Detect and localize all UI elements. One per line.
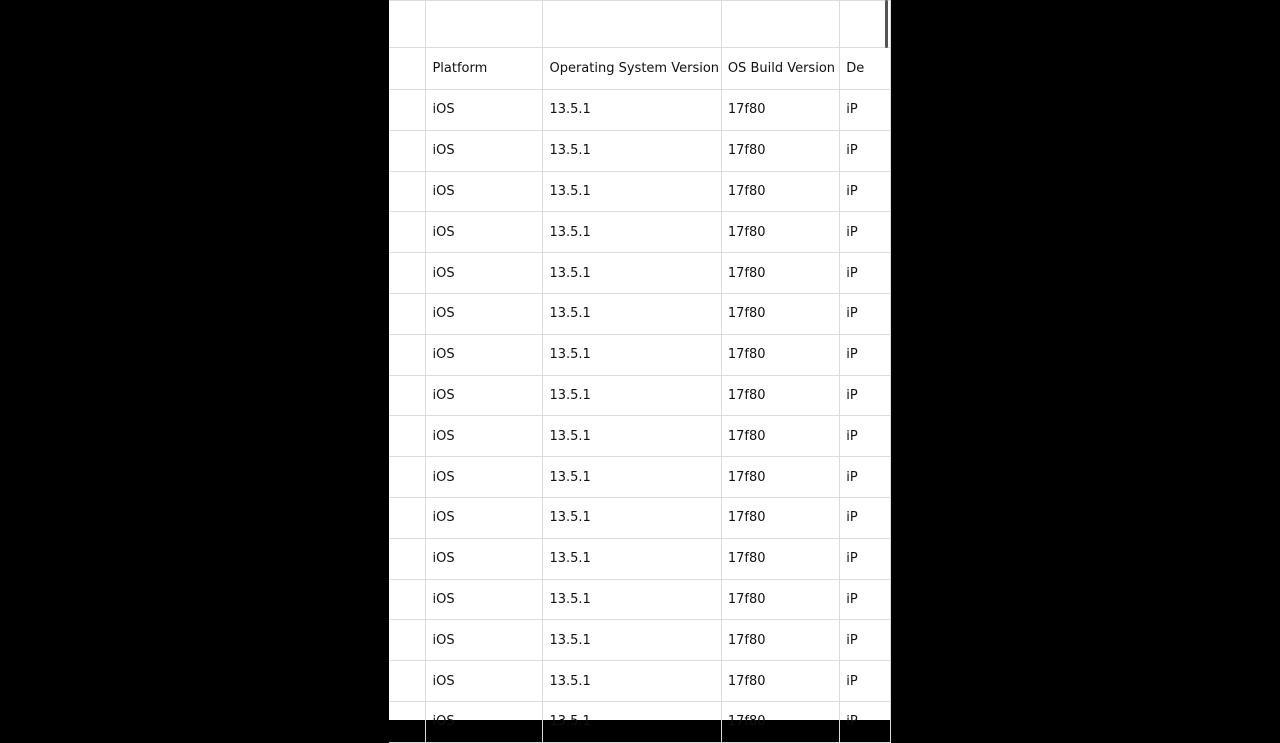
table-cell[interactable]: 13.5.1 [543, 701, 721, 742]
table-cell[interactable]: iP [840, 171, 891, 212]
table-cell[interactable]: iP [840, 334, 891, 375]
table-row [389, 620, 891, 661]
table-cell[interactable] [389, 253, 426, 294]
table-cell[interactable]: 13.5.1 [543, 538, 721, 579]
table-cell[interactable]: 13.5.1 [543, 130, 721, 171]
table-cell[interactable]: iP [840, 661, 891, 702]
table-row [389, 90, 891, 131]
table-row [389, 334, 891, 375]
table-row [389, 416, 891, 457]
table-cell[interactable]: 17f80 [721, 90, 839, 131]
table-cell[interactable]: iP [840, 375, 891, 416]
table-cell[interactable]: 17f80 [721, 334, 839, 375]
table-cell[interactable]: 17f80 [721, 457, 839, 498]
table-cell[interactable]: 17f80 [721, 212, 839, 253]
table-cell[interactable]: iP [840, 497, 891, 538]
table-cell[interactable]: 17f80 [721, 579, 839, 620]
table-cell[interactable]: iP [840, 293, 891, 334]
table-cell[interactable]: iP [840, 212, 891, 253]
table-cell[interactable]: 13.5.1 [543, 457, 721, 498]
table-cell[interactable]: iP [840, 457, 891, 498]
header-cell[interactable]: OS Build Version [721, 48, 839, 90]
empty-cell[interactable] [721, 1, 839, 48]
table-cell[interactable]: 13.5.1 [543, 90, 721, 131]
table-cell[interactable]: iP [840, 620, 891, 661]
table-cell[interactable] [389, 293, 426, 334]
table-row [389, 538, 891, 579]
header-cell[interactable]: Operating System Version [543, 48, 721, 90]
table-cell[interactable]: 13.5.1 [543, 171, 721, 212]
table-cell[interactable]: 13.5.1 [543, 497, 721, 538]
table-cell[interactable]: iOS [426, 416, 543, 457]
table-cell[interactable]: iOS [426, 171, 543, 212]
table-cell[interactable]: iOS [426, 701, 543, 742]
table-cell[interactable]: 17f80 [721, 375, 839, 416]
table-cell[interactable]: iOS [426, 253, 543, 294]
table-cell[interactable]: 17f80 [721, 253, 839, 294]
blank-row [389, 1, 891, 48]
table-cell[interactable]: iOS [426, 375, 543, 416]
table-row [389, 130, 891, 171]
table-row [389, 253, 891, 294]
table-row [389, 701, 891, 742]
data-table [389, 0, 891, 743]
table-row [389, 457, 891, 498]
table-cell[interactable] [389, 212, 426, 253]
empty-cell[interactable] [389, 1, 426, 48]
table-cell[interactable]: iOS [426, 620, 543, 661]
header-row [389, 48, 891, 90]
table-cell[interactable]: 17f80 [721, 538, 839, 579]
table-cell[interactable]: 13.5.1 [543, 293, 721, 334]
header-cell[interactable]: De [840, 48, 891, 90]
table-cell[interactable]: 13.5.1 [543, 416, 721, 457]
table-cell[interactable]: 13.5.1 [543, 375, 721, 416]
table-cell[interactable]: iOS [426, 579, 543, 620]
table-cell[interactable]: iOS [426, 497, 543, 538]
table-cell[interactable]: iP [840, 253, 891, 294]
table-cell[interactable] [389, 334, 426, 375]
table-cell[interactable] [389, 661, 426, 702]
table-row [389, 579, 891, 620]
table-cell[interactable]: iP [840, 538, 891, 579]
table-cell[interactable]: iP [840, 416, 891, 457]
table-cell[interactable]: 13.5.1 [543, 661, 721, 702]
table-cell[interactable]: iOS [426, 130, 543, 171]
table-cell[interactable] [389, 457, 426, 498]
table-cell[interactable] [389, 416, 426, 457]
table-cell[interactable] [389, 497, 426, 538]
table-cell[interactable]: 17f80 [721, 497, 839, 538]
table-cell[interactable]: 13.5.1 [543, 620, 721, 661]
table-cell[interactable]: iP [840, 579, 891, 620]
table-cell[interactable] [389, 620, 426, 661]
table-cell[interactable] [389, 375, 426, 416]
table-cell[interactable]: 17f80 [721, 171, 839, 212]
table-row [389, 171, 891, 212]
table-cell[interactable]: iOS [426, 457, 543, 498]
table-cell[interactable] [389, 579, 426, 620]
table-cell[interactable]: 17f80 [721, 416, 839, 457]
table-cell[interactable]: 13.5.1 [543, 334, 721, 375]
table-cell[interactable]: iOS [426, 90, 543, 131]
table-row [389, 661, 891, 702]
header-cell[interactable] [389, 48, 426, 90]
spreadsheet-viewport [389, 0, 891, 730]
table-cell[interactable]: 17f80 [721, 620, 839, 661]
table-row [389, 293, 891, 334]
table-cell[interactable]: iOS [426, 538, 543, 579]
empty-cell[interactable] [426, 1, 543, 48]
vertical-scrollbar[interactable] [885, 0, 888, 48]
table-cell[interactable]: 17f80 [721, 701, 839, 742]
table-cell[interactable]: 17f80 [721, 130, 839, 171]
table-row [389, 375, 891, 416]
empty-cell[interactable] [840, 1, 891, 48]
table-row [389, 212, 891, 253]
table-cell[interactable]: 13.5.1 [543, 212, 721, 253]
table-cell[interactable]: iOS [426, 293, 543, 334]
table-cell[interactable]: iOS [426, 212, 543, 253]
table-cell[interactable]: iP [840, 90, 891, 131]
table-cell[interactable]: iOS [426, 661, 543, 702]
table-cell[interactable] [389, 130, 426, 171]
table-row [389, 497, 891, 538]
table-cell[interactable]: iOS [426, 334, 543, 375]
table-cell[interactable]: iP [840, 701, 891, 742]
empty-cell[interactable] [543, 1, 721, 48]
table-cell[interactable] [389, 171, 426, 212]
table-cell[interactable]: iP [840, 130, 891, 171]
table-cell[interactable]: 17f80 [721, 293, 839, 334]
header-cell[interactable]: Platform [426, 48, 543, 90]
table-cell[interactable]: 13.5.1 [543, 253, 721, 294]
table-cell[interactable]: 13.5.1 [543, 579, 721, 620]
table-cell[interactable] [389, 701, 426, 742]
table-cell[interactable]: 17f80 [721, 661, 839, 702]
table-cell[interactable] [389, 90, 426, 131]
table-cell[interactable] [389, 538, 426, 579]
